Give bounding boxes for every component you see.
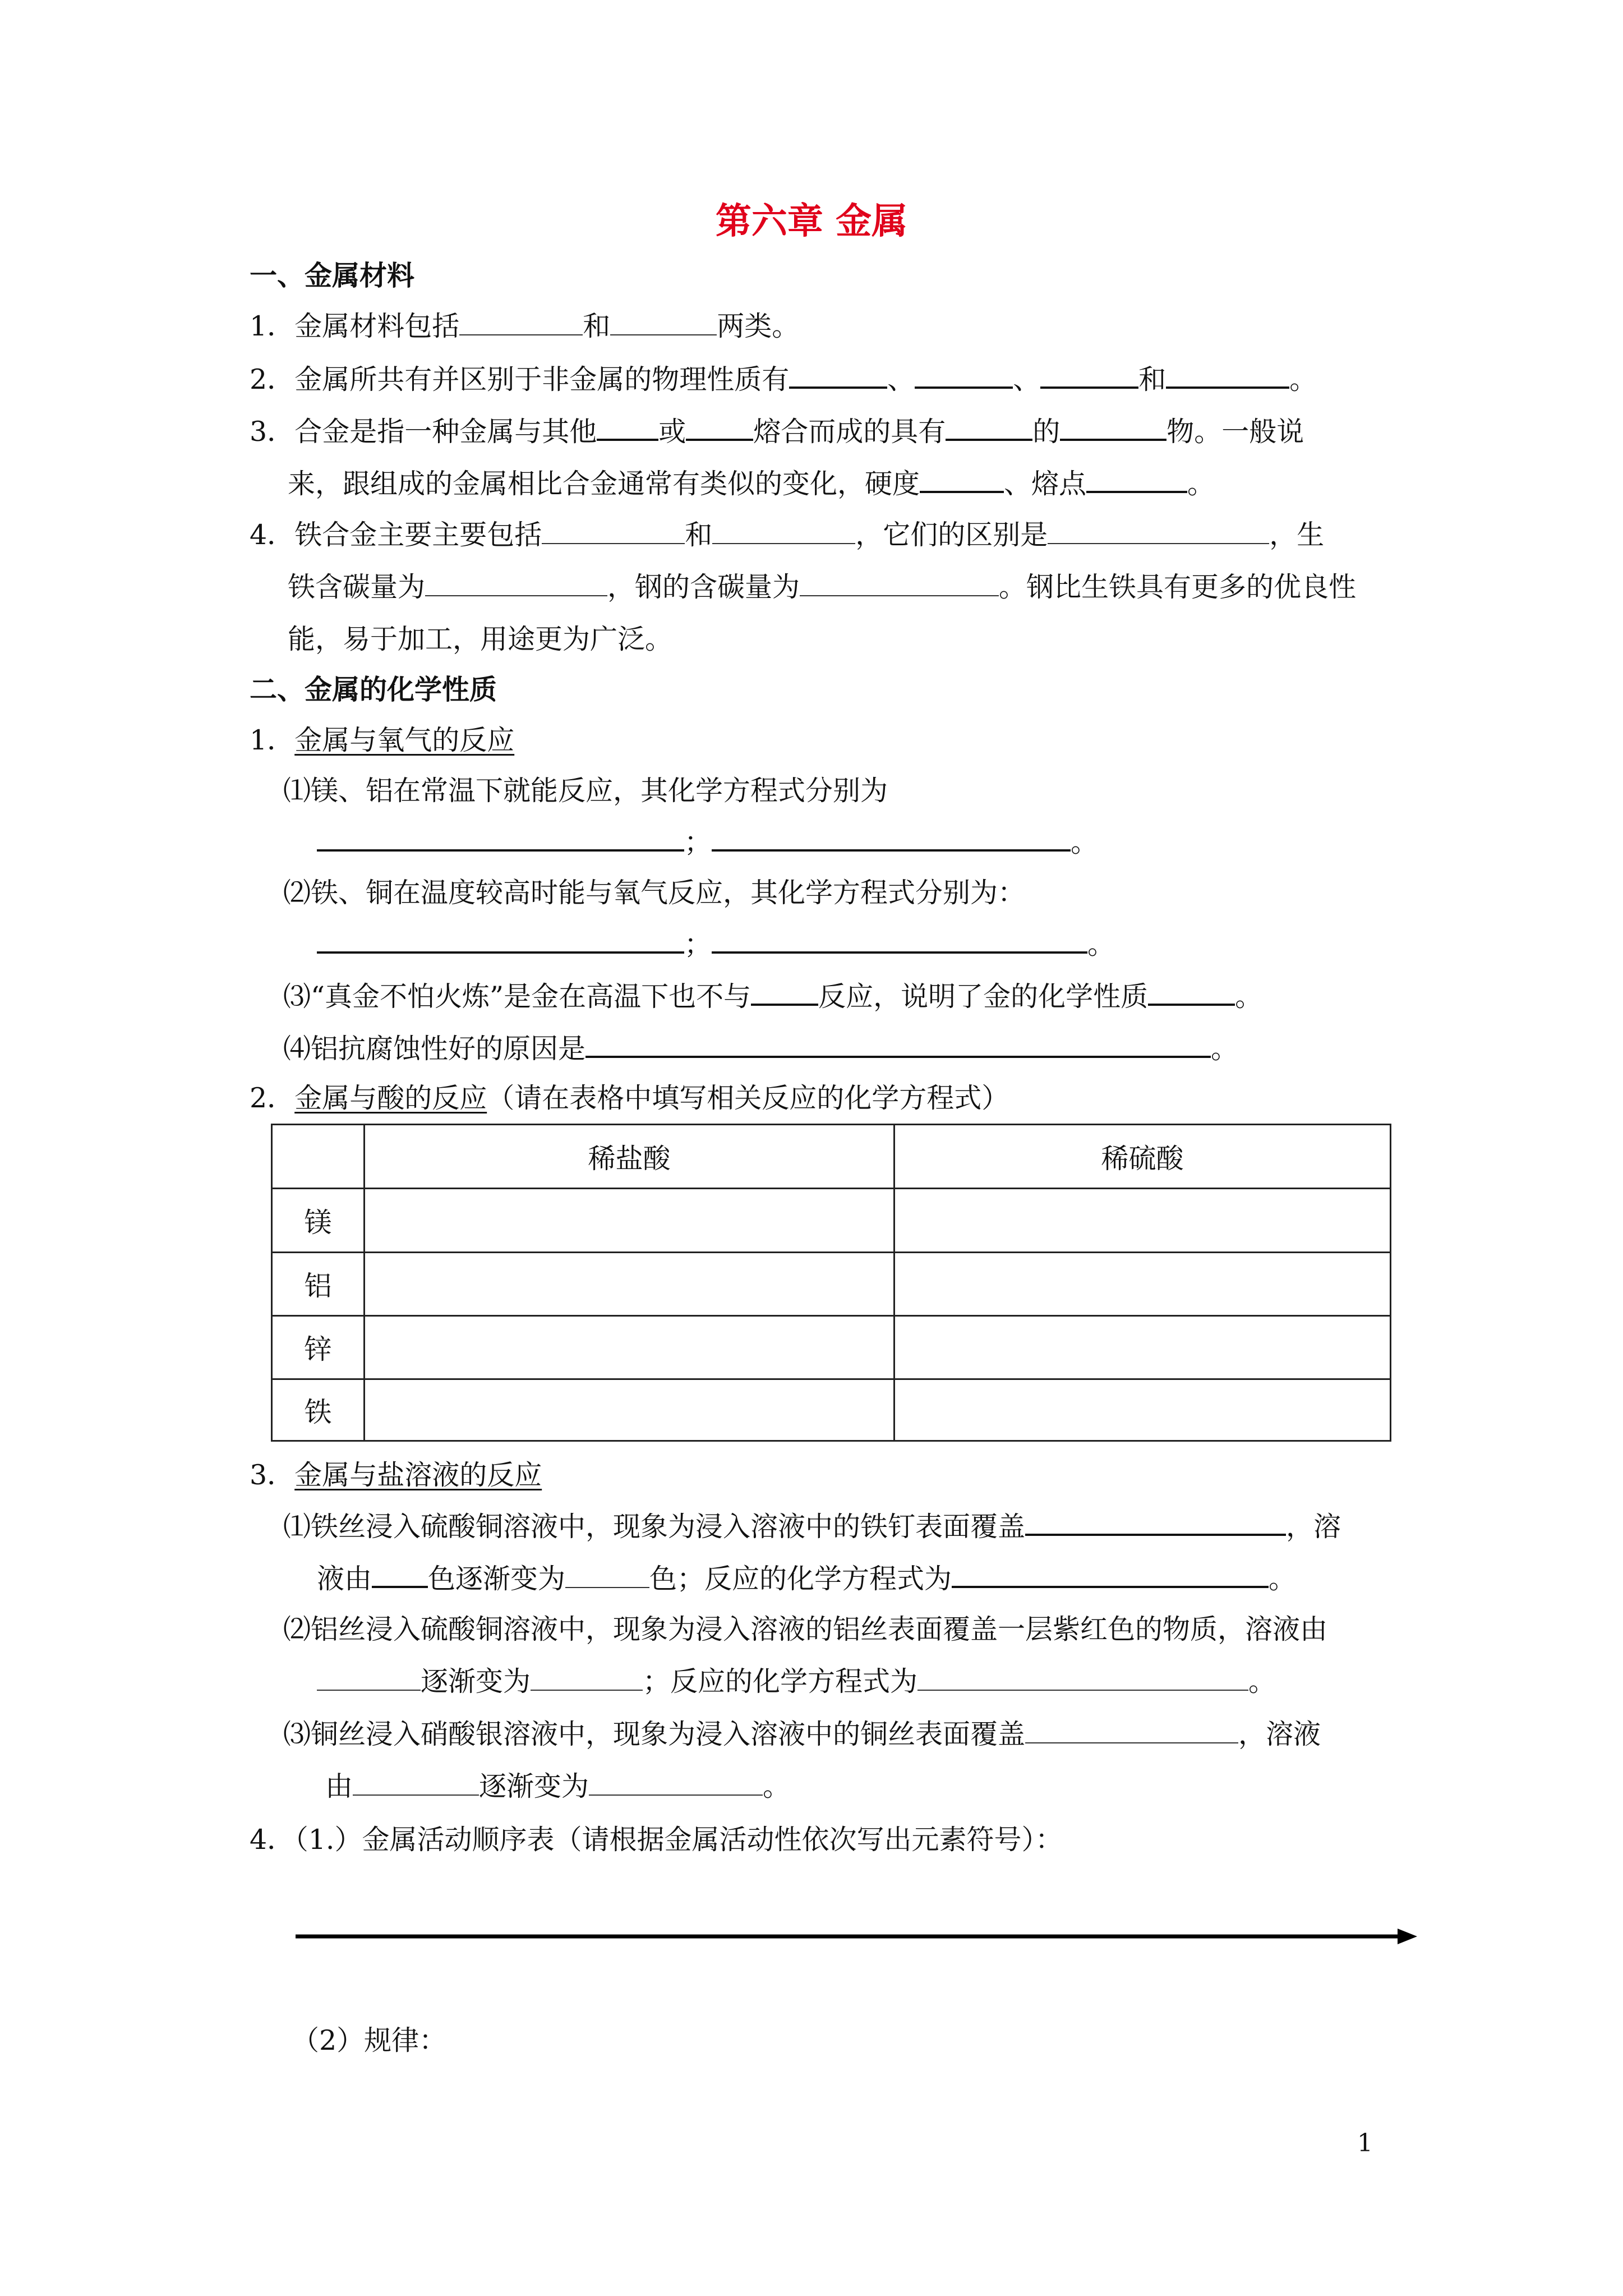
blank[interactable] bbox=[531, 1665, 643, 1691]
blank[interactable] bbox=[597, 414, 658, 441]
blank[interactable] bbox=[1048, 518, 1269, 544]
question-2-3-p1-line2: 液由 色逐渐变为 色；反应的化学方程式为 。 bbox=[317, 1561, 1296, 1596]
table-header-hcl: 稀盐酸 bbox=[365, 1125, 895, 1189]
activity-series-arrow bbox=[296, 1925, 1417, 1948]
question-2-1-p1: ⑴镁、铝在常温下就能反应，其化学方程式分别为 bbox=[283, 775, 888, 807]
blank[interactable] bbox=[425, 570, 607, 596]
blank[interactable] bbox=[372, 1561, 428, 1588]
question-4-line3: 能，易于加工，用途更为广泛。 bbox=[288, 623, 673, 655]
table-cell[interactable] bbox=[895, 1316, 1391, 1379]
question-4: 4．铁合金主要主要包括 和 ，它们的区别是 ，生 bbox=[250, 519, 1325, 551]
blank[interactable] bbox=[751, 979, 818, 1006]
blank[interactable] bbox=[946, 414, 1032, 441]
table-cell[interactable] bbox=[365, 1189, 895, 1253]
question-3: 3．合金是指一种金属与其他 或 熔合而成的具有 的 物。一般说 bbox=[250, 414, 1304, 449]
blank[interactable] bbox=[712, 825, 1071, 852]
question-2-4-p2: （2）规律： bbox=[292, 2024, 447, 2056]
table-cell[interactable] bbox=[365, 1253, 895, 1316]
question-2: 2．金属所共有并区别于非金属的物理性质有 、 、 和 。 bbox=[250, 362, 1317, 397]
table-row-label: 镁 bbox=[272, 1189, 365, 1253]
blank[interactable] bbox=[317, 825, 684, 852]
blank[interactable] bbox=[1086, 466, 1187, 493]
question-2-1-p4: ⑷铝抗腐蚀性好的原因是 。 bbox=[283, 1031, 1238, 1066]
blank[interactable] bbox=[353, 1770, 479, 1796]
table-row-label: 铁 bbox=[272, 1379, 365, 1441]
question-2-3-p3: ⑶铜丝浸入硝酸银溶液中，现象为浸入溶液中的铜丝表面覆盖 ，溶液 bbox=[283, 1718, 1321, 1750]
page-number: 1 bbox=[1357, 2129, 1373, 2157]
blank[interactable] bbox=[1025, 1509, 1286, 1536]
question-2-3: 3．金属与盐溶液的反应 bbox=[250, 1459, 542, 1491]
table-cell[interactable] bbox=[895, 1379, 1391, 1441]
question-1: 1．金属材料包括 和 两类。 bbox=[250, 310, 800, 342]
blank[interactable] bbox=[686, 414, 753, 441]
blank[interactable] bbox=[459, 310, 583, 335]
acid-reaction-table bbox=[271, 1124, 1391, 1442]
question-2-1-p3: ⑶“真金不怕火炼”是金在高温下也不与 反应，说明了金的化学性质 。 bbox=[283, 979, 1262, 1014]
page-title: 第六章 金属 bbox=[715, 201, 908, 242]
question-2-1-p2: ⑵铁、铜在温度较高时能与氧气反应，其化学方程式分别为： bbox=[283, 877, 1026, 909]
answer-line: ； 。 bbox=[317, 825, 1098, 859]
table-cell[interactable] bbox=[365, 1316, 895, 1379]
table-cell[interactable] bbox=[895, 1253, 1391, 1316]
blank[interactable] bbox=[1148, 979, 1235, 1006]
blank[interactable] bbox=[585, 1031, 1211, 1058]
question-2-3-p3-line2: 由 逐渐变为 。 bbox=[325, 1770, 791, 1802]
blank[interactable] bbox=[917, 1665, 1248, 1691]
blank[interactable] bbox=[542, 518, 685, 544]
answer-line: ； 。 bbox=[317, 927, 1115, 961]
blank[interactable] bbox=[915, 362, 1013, 389]
blank[interactable] bbox=[589, 1770, 763, 1796]
table-cell[interactable] bbox=[365, 1379, 895, 1441]
blank[interactable] bbox=[317, 1665, 421, 1691]
table-header-blank bbox=[272, 1125, 365, 1189]
question-2-3-p2: ⑵铝丝浸入硫酸铜溶液中，现象为浸入溶液的铝丝表面覆盖一层紫红色的物质，溶液由 bbox=[283, 1613, 1328, 1645]
blank[interactable] bbox=[1040, 362, 1138, 389]
blank[interactable] bbox=[565, 1562, 649, 1588]
blank[interactable] bbox=[800, 570, 999, 596]
blank[interactable] bbox=[1166, 362, 1289, 389]
question-2-4: 4．（1.）金属活动顺序表（请根据金属活动性依次写出元素符号）： bbox=[250, 1824, 1063, 1856]
table-header-h2so4: 稀硫酸 bbox=[895, 1125, 1391, 1189]
section-heading: 二、金属的化学性质 bbox=[250, 674, 497, 706]
blank[interactable] bbox=[1060, 414, 1166, 441]
blank[interactable] bbox=[1025, 1718, 1238, 1743]
question-4-line2: 铁含碳量为 ，钢的含碳量为 。钢比生铁具有更多的优良性 bbox=[288, 571, 1357, 603]
question-2-1: 1．金属与氧气的反应 bbox=[250, 724, 515, 756]
table-row-label: 锌 bbox=[272, 1316, 365, 1379]
question-3-line2: 来，跟组成的金属相比合金通常有类似的变化，硬度 、熔点 。 bbox=[288, 466, 1215, 501]
blank[interactable] bbox=[610, 310, 717, 335]
blank[interactable] bbox=[712, 518, 855, 544]
question-2-2: 2．金属与酸的反应（请在表格中填写相关反应的化学方程式） bbox=[250, 1082, 1009, 1114]
blank[interactable] bbox=[789, 362, 887, 389]
question-2-3-p2-line2: 逐渐变为 ；反应的化学方程式为 。 bbox=[317, 1665, 1276, 1699]
table-cell[interactable] bbox=[895, 1189, 1391, 1253]
table-row-label: 铝 bbox=[272, 1253, 365, 1316]
section-heading: 一、金属材料 bbox=[250, 260, 415, 292]
blank[interactable] bbox=[712, 927, 1087, 954]
blank[interactable] bbox=[317, 927, 684, 954]
blank[interactable] bbox=[952, 1561, 1269, 1588]
blank[interactable] bbox=[920, 466, 1004, 493]
question-2-3-p1: ⑴铁丝浸入硫酸铜溶液中，现象为浸入溶液中的铁钉表面覆盖 ，溶 bbox=[283, 1509, 1341, 1544]
